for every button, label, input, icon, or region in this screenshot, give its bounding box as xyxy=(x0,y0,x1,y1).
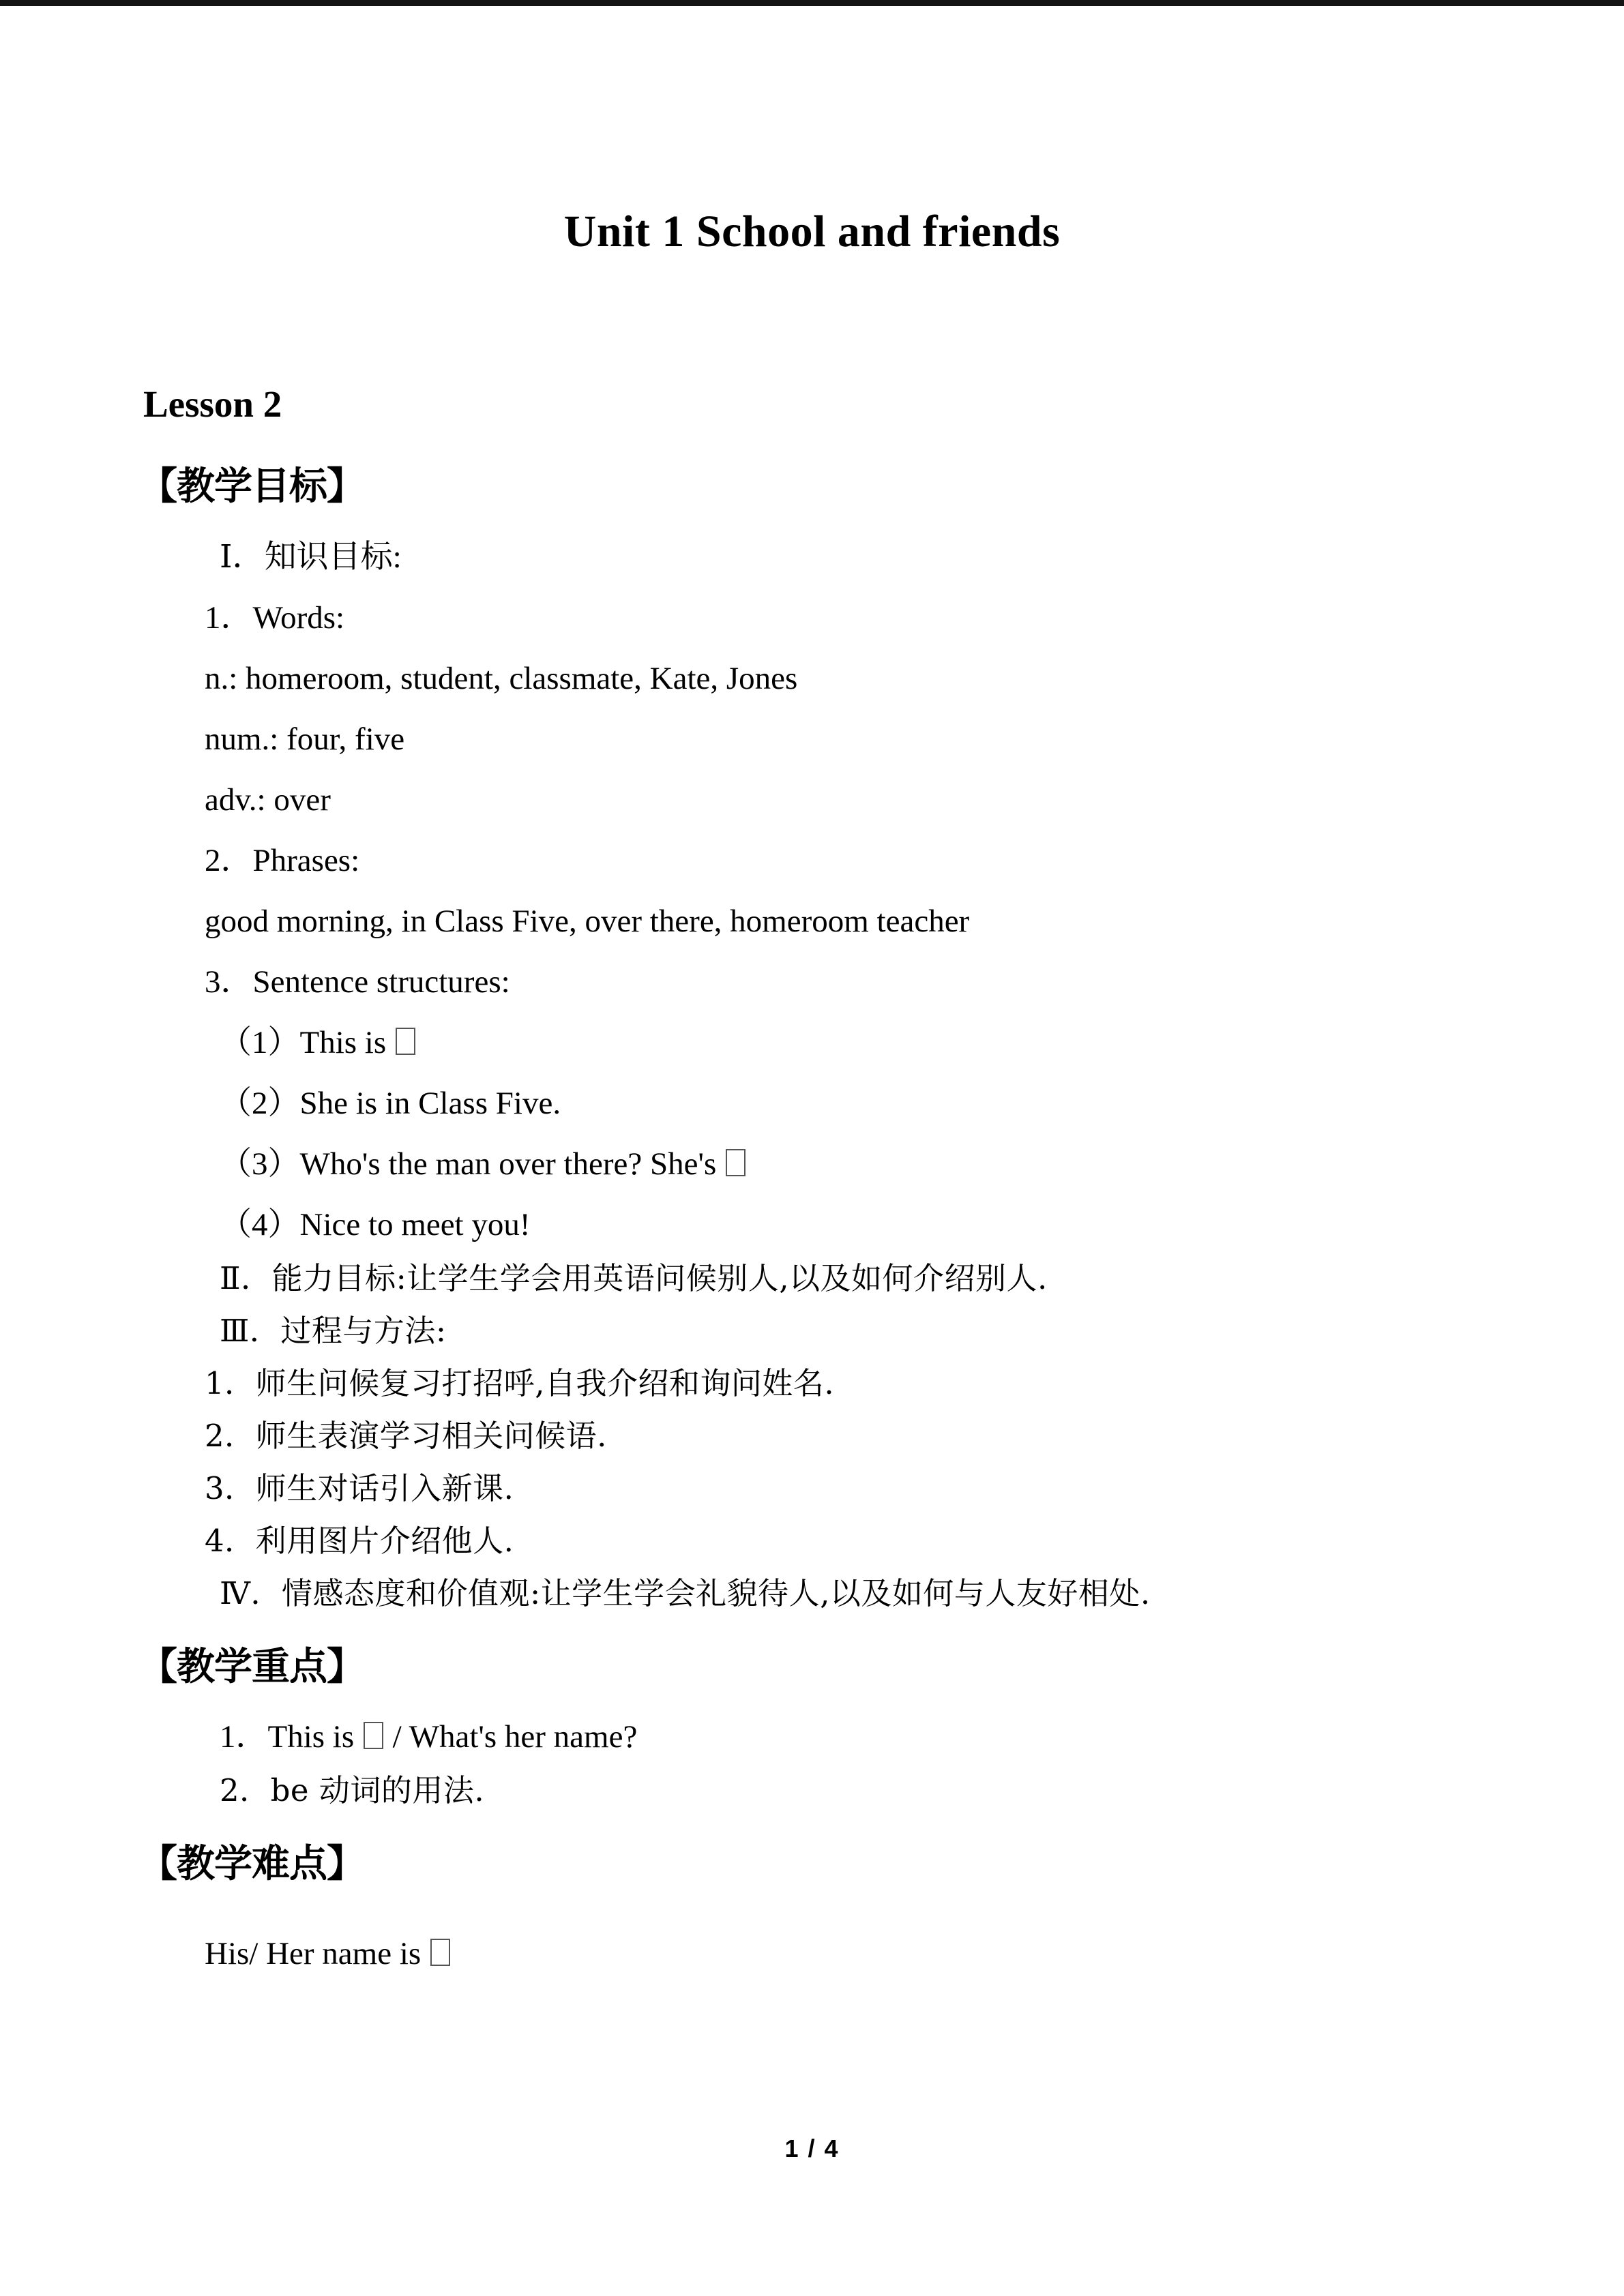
objectives-phrases-list: good morning, in Class Five, over there, homeroom teacher xyxy=(205,903,970,939)
objectives-ability-label: Ⅱ．能力目标:让学生学会用英语问候别人,以及如何介绍别人. xyxy=(220,1259,1048,1296)
sentence-structure-item-4: （4）Nice to meet you! xyxy=(220,1206,531,1242)
objectives-words-label: 1．Words: xyxy=(205,599,345,636)
missing-glyph-box-icon xyxy=(726,1149,745,1176)
missing-glyph-box-icon xyxy=(430,1939,450,1966)
objectives-process-item-2: 2．师生表演学习相关问候语. xyxy=(205,1417,607,1454)
sentence-structure-item-3 xyxy=(123,1120,1501,1180)
sentence-structure-item-1-text: （1）This is xyxy=(220,1024,394,1060)
objectives-words-numerals: num.: four, five xyxy=(205,721,405,757)
objectives-words-nouns: n.: homeroom, student, classmate, Kate, Jones xyxy=(205,660,798,696)
objectives-words-adverbs: adv.: over xyxy=(205,781,331,818)
objectives-values-label: Ⅳ．情感态度和价值观:让学生学会礼貌待人,以及如何与人友好相处. xyxy=(220,1575,1151,1611)
difficult-points-item-1 xyxy=(123,1890,1501,1970)
key-points-item-1-suffix: / What's her name? xyxy=(384,1719,638,1755)
section-heading-difficult-points: 【教学难点】 xyxy=(139,1842,364,1887)
objectives-process-item-3: 3．师生对话引入新课. xyxy=(205,1470,514,1506)
lesson-heading: Lesson 2 xyxy=(143,383,282,426)
key-points-item-1 xyxy=(123,1693,1501,1753)
missing-glyph-box-icon xyxy=(396,1028,415,1055)
page-title: Unit 1 School and friends xyxy=(563,207,1061,256)
key-points-item-1-prefix: 1．This is xyxy=(220,1719,362,1755)
difficult-points-item-1-prefix: His/ Her name is xyxy=(205,1935,429,1971)
key-points-item-2: 2．be 动词的用法. xyxy=(220,1772,485,1809)
objectives-process-item-4: 4．利用图片介绍他人. xyxy=(205,1522,514,1559)
sentence-structure-item-3-text: （3）Who's the man over there? She's xyxy=(220,1146,725,1182)
sentence-structure-item-2: （2）She is in Class Five. xyxy=(220,1085,561,1121)
sentence-structure-item-1 xyxy=(123,998,1501,1059)
objectives-phrases-label: 2．Phrases: xyxy=(205,842,360,878)
objectives-knowledge-label: Ⅰ．知识目标: xyxy=(220,539,402,575)
missing-glyph-box-icon xyxy=(364,1722,383,1749)
objectives-sentence-structures-label: 3．Sentence structures: xyxy=(205,964,510,1000)
objectives-process-label: Ⅲ．过程与方法: xyxy=(220,1312,447,1349)
page-number-footer: 1 / 4 xyxy=(784,2134,840,2162)
section-heading-key-points: 【教学重点】 xyxy=(139,1644,364,1689)
section-heading-objectives: 【教学目标】 xyxy=(139,464,364,509)
objectives-process-item-1: 1．师生问候复习打招呼,自我介绍和询问姓名. xyxy=(205,1365,835,1401)
